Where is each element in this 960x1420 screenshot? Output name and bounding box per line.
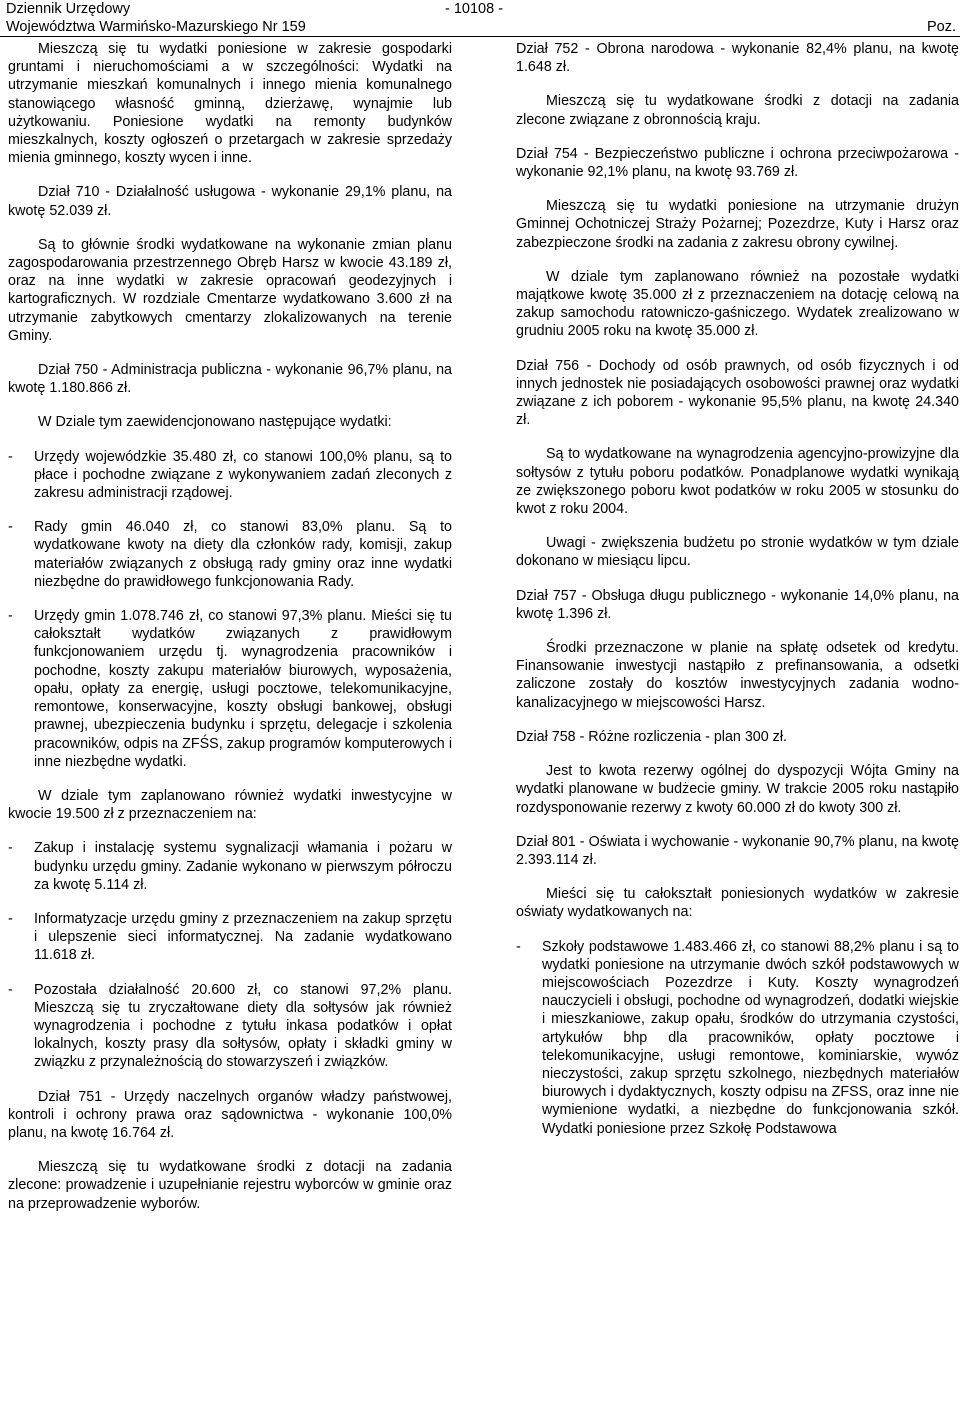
list-dash: - — [8, 448, 13, 465]
paragraph: Jest to kwota rezerwy ogólnej do dyspozycji Wójta Gminy na wydatki planowane w budżecie gminy. W trakcie 2005 roku nastąpiło rozdysponowanie rezerwy z kwoty 60.000 zł do kwoty 300 zł. — [516, 763, 959, 816]
list-item-text: Informatyzacje urzędu gminy z przeznaczeniem na zakup sprzętu i ulepszenie sieci informatycznej. Na zadanie wydatkowano 11.618 zł. — [34, 910, 452, 964]
section-heading-710: Dział 710 - Działalność usługowa - wykonanie 29,1% planu, na kwotę 52.039 zł. — [8, 184, 452, 219]
paragraph: W dziale tym zaplanowano również na pozostałe wydatki majątkowe kwotę 35.000 zł z przeznaczeniem na dotację celową na zakup samochodu ratowniczo-gaśniczego. Wydatek zrealizowano w grudniu 2005 roku na kwotę 35.000 zł. — [516, 268, 959, 340]
paragraph: Uwagi - zwiększenia budżetu po stronie wydatków w tym dziale dokonano w miesiącu lipcu. — [516, 535, 959, 570]
position-label: Poz. — [926, 19, 956, 35]
section-heading-754: Dział 754 - Bezpieczeństwo publiczne i ochrona przeciwpożarowa - wykonanie 92,1% planu, na kwotę 93.769 zł. — [516, 145, 959, 181]
journal-issue: Województwa Warmińsko-Mazurskiego Nr 159 — [6, 19, 306, 35]
section-heading-758: Dział 758 - Różne rozliczenia - plan 300 zł. — [516, 728, 787, 745]
paragraph: W Dziale tym zaewidencjonowano następujące wydatki: — [38, 414, 392, 431]
list-item-text: Rady gmin 46.040 zł, co stanowi 83,0% planu. Są to wydatkowane kwoty na diety dla członków rady, komisji, zakup materiałów związanych z obsługą rady gminy oraz inne wydatki niezbędne do prawidłowego funkcjonowania Rady. — [34, 519, 452, 590]
section-heading-756: Dział 756 - Dochody od osób prawnych, od osób fizycznych i od innych jednostek nie posiadających osobowości prawnej oraz wydatki związane z ich poborem - wykonanie 95,5% planu, na kwotę 24.340 zł. — [516, 357, 959, 429]
paragraph: Mieszczą się tu wydatkowane środki z dotacji na zadania zlecone: prowadzenie i uzupełnianie rejestru wyborców w gminie oraz na przeprowadzenie wyborów. — [8, 1159, 452, 1212]
list-item — [8, 607, 452, 771]
paragraph: Mieszczą się tu wydatki poniesione na utrzymanie drużyn Gminnej Ochotniczej Straży Pożarnej; Pozezdrze, Kuty i Harsz oraz zabezpieczone środki na zadania z zakresu obrony cywilnej. — [516, 198, 959, 251]
section-heading-750: Dział 750 - Administracja publiczna - wykonanie 96,7% planu, na kwotę 1.180.866 zł. — [8, 362, 452, 397]
list-item-text: Urzędy gmin 1.078.746 zł, co stanowi 97,3% planu. Mieści się tu całokształt wydatków związanych z prawidłowym funkcjonowaniem urzędu tj. wynagrodzenia pracowników i pochodne, koszty zakupu materiałów biurowych, wyposażenia, opału, opłaty za energię, usługi pocztowe, telekomunikacyjne, remontowe, konserwacyjne, koszty obsługi bankowej, obsługi prawnej, ubezpieczenia budynku i sprzętu, delegacje i szkolenia pracowników, odpis na ZFŚS, zakup programów komputerowych i inne niezbędne wydatki. — [34, 608, 452, 770]
journal-title: Dziennik Urzędowy — [6, 1, 131, 17]
left-column — [8, 40, 452, 1229]
paragraph: Mieszczą się tu wydatkowane środki z dotacji na zadania zlecone związane z obronnością kraju. — [516, 93, 959, 128]
list-item-text: Urzędy wojewódzkie 35.480 zł, co stanowi 100,0% planu, są to płace i pochodne związane z wykonywaniem zadań zleconych z zakresu administracji rządowej. — [34, 448, 452, 502]
section-heading-757: Dział 757 - Obsługa długu publicznego - wykonanie 14,0% planu, na kwotę 1.396 zł. — [516, 587, 959, 622]
list-dash: - — [8, 608, 13, 625]
list-item — [516, 938, 959, 1138]
section-heading-751: Dział 751 - Urzędy naczelnych organów władzy państwowej, kontroli i ochrony prawa oraz sądownictwa - wykonanie 100,0% planu, na kwotę 16.764 zł. — [8, 1088, 452, 1141]
section-heading-801: Dział 801 - Oświata i wychowanie - wykonanie 90,7% planu, na kwotę 2.393.114 zł. — [516, 833, 959, 868]
paragraph: Mieszczą się tu wydatki poniesione w zakresie gospodarki gruntami i nieruchomościami a w szczególności: Wydatki na utrzymanie mieszkań komunalnych i innego mienia komunalnego stanowiącego własność gminną, dzierżawę, wynajmie lub użytkowaniu. Poniesione wydatki na remonty budynków mieszkalnych, koszty ogłoszeń o przetargach w zakresie sprzedaży mienia gminnego, koszty wycen i inne. — [8, 41, 452, 167]
page-header — [0, 0, 960, 37]
list-dash: - — [516, 938, 521, 955]
list-dash: - — [8, 910, 13, 927]
journal-info — [6, 0, 306, 36]
list-dash: - — [8, 519, 13, 536]
paragraph: Mieści się tu całokształt poniesionych wydatków w zakresie oświaty wydatkowanych na: — [516, 886, 959, 921]
paragraph: Są to wydatkowane na wynagrodzenia agencyjno-prowizyjne dla sołtysów z tytułu poboru podatków. Ponadplanowe wydatki wynikają ze zwiększonego poboru kwot podatków w roku 2005 w stosunku do kwot z roku 2004. — [516, 446, 959, 518]
paragraph: Są to głównie środki wydatkowane na wykonanie zmian planu zagospodarowania przestrzennego Obręb Harsz w kwocie 43.189 zł, oraz na inne wydatki w zakresie opracowań geodezyjnych i kartograficznych. W rozdziale Cmentarze wydatkowano 3.600 zł na utrzymanie zabytkowych cmentarzy zlokalizowanych na terenie Gminy. — [8, 236, 452, 344]
list-item-text: Zakup i instalację systemu sygnalizacji włamania i pożaru w budynku urzędu gminy. Zadanie wykonano w pierwszym półroczu za kwotę 5.114 zł. — [34, 840, 452, 893]
section-heading-752: Dział 752 - Obrona narodowa - wykonanie 82,4% planu, na kwotę 1.648 zł. — [516, 41, 959, 76]
paragraph: W dziale tym zaplanowano również wydatki inwestycyjne w kwocie 19.500 zł z przeznaczeniem na: — [8, 787, 452, 823]
page-number: - 10108 - — [445, 1, 504, 17]
right-column — [516, 40, 959, 1154]
list-item — [8, 448, 452, 503]
list-item — [8, 910, 452, 965]
paragraph: Środki przeznaczone w planie na spłatę odsetek od kredytu. Finansowanie inwestycji nastąpiło z prefinansowania, a odsetki zaliczone zostały do kosztów inwestycyjnych zadania wodno-kanalizacyjnego w miejscowości Harsz. — [516, 640, 959, 711]
list-item-text: Szkoły podstawowe 1.483.466 zł, co stanowi 88,2% planu i są to wydatki poniesione na utrzymanie dwóch szkół podstawowych w miejscowościach Pozezdrze i Kuty. Koszty wynagrodzeń nauczycieli i obsługi, pochodne od wynagrodzeń, dodatki wiejskie i mieszkaniowe, zakup opału, środków do utrzymania czystości, artykułów bhp dla pracowników, opłaty pocztowe i telekomunikacyjne, usługi remontowe, kominiarskie, wywóz nieczystości, zakup sprzętu szkolnego, niezbędnych materiałów biurowych i dydaktycznych, koszty odpisu na ZFSS, oraz inne nie wymienione wydatki, a niezbędne do funkcjonowania szkół. Wydatki poniesione przez Szkołę Podstawowa — [542, 938, 959, 1137]
list-dash: - — [8, 981, 13, 998]
list-item — [8, 518, 452, 591]
list-dash: - — [8, 840, 13, 857]
list-item-text: Pozostała działalność 20.600 zł, co stanowi 97,2% planu. Mieszczą się tu zryczałtowane diety dla sołtysów jak również wynagrodzenia i pochodne z tytułu inkasa podatków i opłat lokalnych, koszty prasy dla sołtysów, opłaty i składki gminy w związku z przynależnością do stowarzyszeń i związków. — [34, 981, 452, 1071]
list-item — [8, 981, 452, 1072]
list-item — [8, 839, 452, 894]
